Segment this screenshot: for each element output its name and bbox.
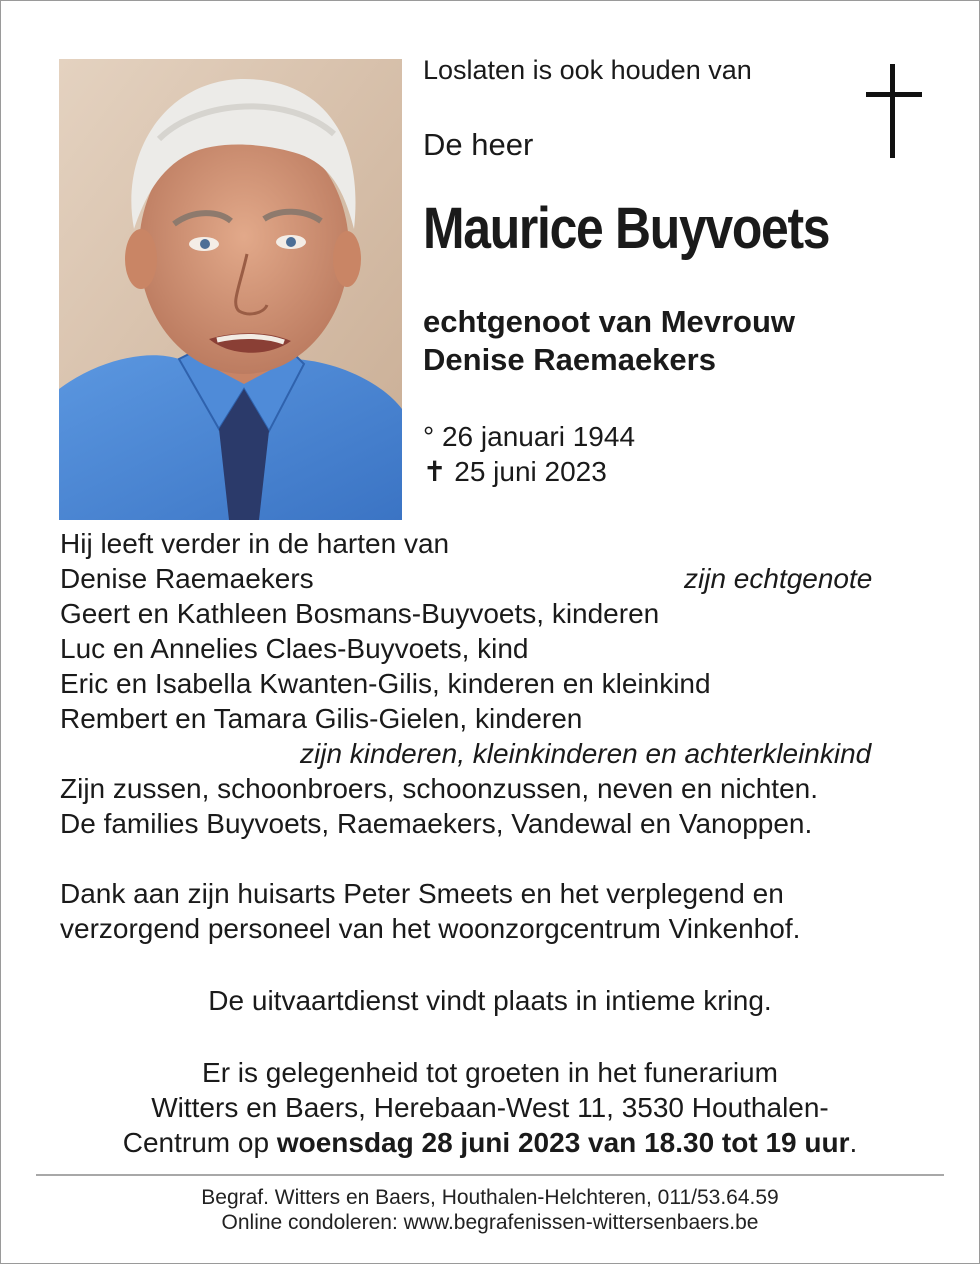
visitation-line-3 bbox=[0, 1127, 980, 1159]
death-date: ✝ 25 juni 2023 bbox=[423, 456, 607, 487]
visitation-line-2: Witters en Baers, Herebaan-West 11, 3530 Houthalen- bbox=[151, 1092, 829, 1123]
visitation-line-1: Er is gelegenheid tot groeten in het funerarium bbox=[202, 1057, 778, 1088]
survivor-spouse-role: zijn echtgenote bbox=[684, 563, 873, 594]
salutation: De heer bbox=[423, 127, 534, 162]
thanks-line-1: Dank aan zijn huisarts Peter Smeets en het verplegend en bbox=[60, 878, 784, 909]
footer-divider bbox=[36, 1174, 944, 1176]
survivors-intro: Hij leeft verder in de harten van bbox=[60, 528, 450, 559]
children-role: zijn kinderen, kleinkinderen en achterkleinkind bbox=[300, 738, 872, 769]
portrait-illustration bbox=[59, 59, 402, 520]
funeral-director-info: Begraf. Witters en Baers, Houthalen-Helchteren, 011/53.64.59 bbox=[201, 1186, 779, 1209]
thanks-line-2: verzorgend personeel van het woonzorgcentrum Vinkenhof. bbox=[60, 913, 801, 944]
cross-icon bbox=[866, 64, 922, 158]
survivor-spouse-name: Denise Raemaekers bbox=[60, 563, 314, 594]
survivor-child-line: Eric en Isabella Kwanten-Gilis, kinderen en kleinkind bbox=[60, 668, 711, 699]
families-line: De families Buyvoets, Raemaekers, Vandewal en Vanoppen. bbox=[60, 808, 813, 839]
visitation-datetime: woensdag 28 juni 2023 van 18.30 tot 19 uur bbox=[276, 1127, 850, 1158]
service-info: De uitvaartdienst vindt plaats in intieme kring. bbox=[208, 985, 772, 1016]
online-condolence-info: Online condoleren: www.begrafenissen-wittersenbaers.be bbox=[221, 1211, 759, 1234]
visitation-prefix: Centrum op bbox=[122, 1127, 277, 1158]
visitation-suffix: . bbox=[849, 1127, 858, 1158]
survivor-child-line: Rembert en Tamara Gilis-Gielen, kinderen bbox=[60, 703, 583, 734]
portrait-photo bbox=[59, 59, 402, 520]
siblings-line: Zijn zussen, schoonbroers, schoonzussen, neven en nichten. bbox=[60, 773, 819, 804]
motto: Loslaten is ook houden van bbox=[423, 55, 752, 85]
spouse-line-2: Denise Raemaekers bbox=[423, 342, 716, 377]
spouse-line-1: echtgenoot van Mevrouw bbox=[423, 304, 796, 339]
birth-date: ° 26 januari 1944 bbox=[423, 421, 636, 452]
survivor-child-line: Luc en Annelies Claes-Buyvoets, kind bbox=[60, 633, 529, 664]
survivor-child-line: Geert en Kathleen Bosmans-Buyvoets, kinderen bbox=[60, 598, 660, 629]
deceased-name: Maurice Buyvoets bbox=[423, 196, 830, 261]
